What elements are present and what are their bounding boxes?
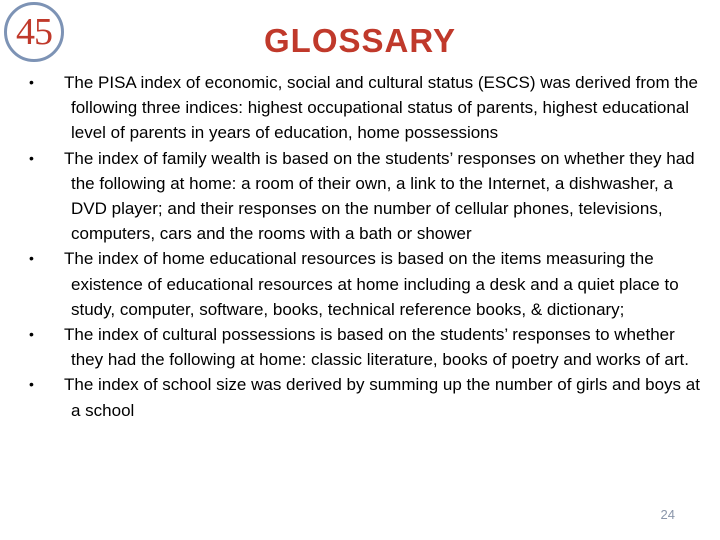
list-item: • The PISA index of economic, social and cultural status (ESCS) was derived from the following three indices: highest occupational status of parents, highest educational level of parents in years of education, home possessions: [27, 70, 707, 146]
list-item: • The index of family wealth is based on the students’ responses on whether they had the following at home: a room of their own, a link to the Internet, a dishwasher, a DVD player; and their responses on the number of cellular phones, televisions, computers, cars and the rooms with a bath or shower: [27, 146, 707, 247]
list-item: • The index of home educational resources is based on the items measuring the existence of educational resources at home including a desk and a quiet place to study, computer, software, books, technical reference books, & dictionary;: [27, 246, 707, 322]
badge-number: 45: [16, 11, 52, 53]
glossary-list: [27, 70, 707, 423]
list-item: • The index of school size was derived by summing up the number of girls and boys at a school: [27, 372, 707, 422]
page-number: 24: [660, 507, 675, 522]
list-item: • The index of cultural possessions is based on the students’ responses to whether they had the following at home: classic literature, books of poetry and works of art.: [27, 322, 707, 372]
page-title: GLOSSARY: [264, 22, 456, 59]
